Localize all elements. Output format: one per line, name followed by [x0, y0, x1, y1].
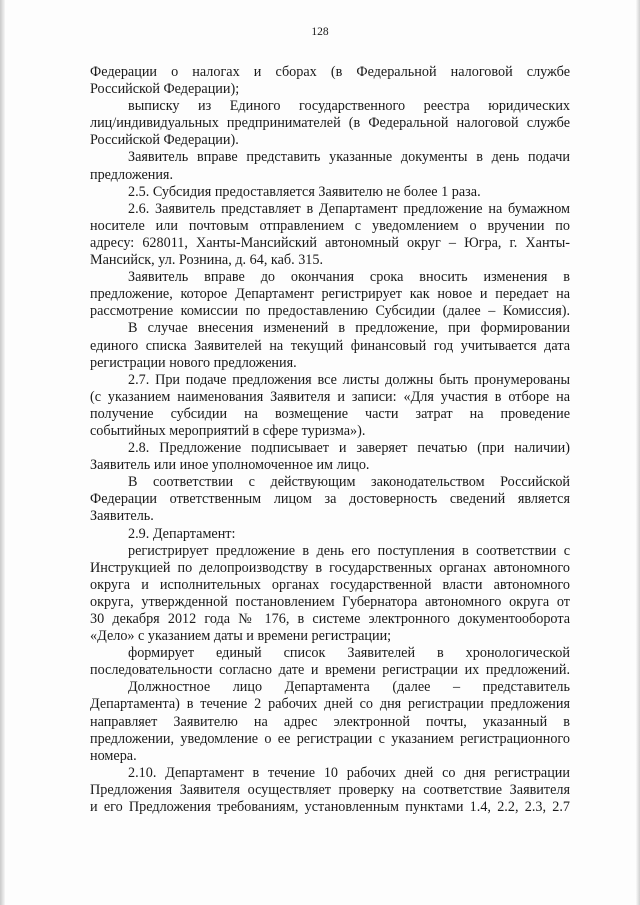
- text-line: Заявитель.: [90, 508, 154, 525]
- text-line: направляет Заявителю на адрес электронной почты, указанный в: [90, 713, 570, 730]
- document-body: [90, 64, 570, 816]
- text-line: (с указанием наименования Заявителя и записи: «Для участия в отборе на: [90, 388, 570, 405]
- text-line: Должностное лицо Департамента (далее – представитель: [128, 679, 570, 696]
- text-line: формирует единый список Заявителей в хронологической: [128, 645, 570, 662]
- text-line: Российской Федерации);: [90, 81, 240, 98]
- text-line: 30 декабря 2012 года № 176, в системе электронного документооборота: [90, 611, 570, 627]
- text-line: 2.8. Предложение подписывает и заверяет печатью (при наличии): [128, 440, 570, 457]
- text-line: носителе или почтовым отправлением с уведомлением о вручении по: [90, 217, 570, 234]
- text-line: 2.5. Субсидия предоставляется Заявителю не более 1 раза.: [128, 183, 481, 200]
- text-line: предложения.: [90, 166, 174, 183]
- text-line: Заявитель или иное уполномоченное им лицо.: [90, 457, 370, 474]
- text-line: Инструкцией по делопроизводству в государственных органах автономного: [90, 559, 570, 576]
- text-line: Мансийск, ул. Рознина, д. 64, каб. 315.: [90, 252, 324, 269]
- text-line: «Дело» с указанием даты и времени регистрации;: [90, 628, 392, 645]
- text-line: В случае внесения изменений в предложение, при формировании: [128, 320, 570, 337]
- text-line: Департамента) в течение 2 рабочих дней со дня регистрации предложения: [90, 696, 570, 713]
- text-line: получение субсидии на возмещение части затрат на проведение: [90, 405, 570, 422]
- scan-edge-left: [0, 0, 5, 905]
- text-line: и его Предложения требованиям, установленным пунктами 1.4, 2.2, 2.3, 2.7: [90, 799, 570, 816]
- text-line: событийных мероприятий в сфере туризма»).: [90, 422, 366, 439]
- text-line: 2.10. Департамент в течение 10 рабочих дней со дня регистрации: [128, 764, 570, 781]
- text-line: 2.6. Заявитель представляет в Департамент предложение на бумажном: [128, 200, 570, 217]
- text-line: округа и исполнительных органах государственной власти автономного: [90, 576, 570, 593]
- text-line: регистрирует предложение в день его поступления в соответствии с: [128, 542, 570, 559]
- scan-edge-right: [636, 0, 640, 905]
- text-line: регистрации нового предложения.: [90, 354, 297, 371]
- text-line: 2.9. Департамент:: [128, 525, 236, 542]
- text-line: Федерации о налогах и сборах (в Федеральной налоговой службе: [90, 64, 570, 80]
- text-line: округа, утвержденной постановлением Губернатора автономного округа от: [90, 593, 570, 610]
- text-line: адресу: 628011, Ханты-Мансийский автономный округ – Югра, г. Ханты-: [90, 234, 570, 251]
- text-line: Заявитель вправе представить указанные документы в день подачи: [128, 149, 570, 166]
- text-line: Предложения Заявителя осуществляет проверку на соответствие Заявителя: [90, 781, 570, 798]
- text-line: единого списка Заявителей на текущий финансовый год учитывается дата: [90, 337, 570, 354]
- text-line: выписку из Единого государственного реестра юридических: [128, 98, 570, 115]
- text-line: Заявитель вправе до окончания срока вносить изменения в: [128, 269, 570, 286]
- text-line: Российской Федерации).: [90, 132, 239, 149]
- text-line: предложении, уведомление о ее регистрации с указанием регистрационного: [90, 730, 570, 747]
- text-line: номера.: [90, 747, 137, 764]
- text-line: предложение, которое Департамент регистрирует как новое и передает на: [90, 286, 570, 303]
- text-line: Федерации ответственным лицом за достоверность сведений является: [90, 491, 570, 508]
- text-line: последовательности согласно дате и времени регистрации их предложений.: [90, 662, 570, 679]
- page-number: 128: [311, 26, 329, 38]
- text-line: 2.7. При подаче предложения все листы должны быть пронумерованы: [128, 371, 570, 388]
- text-line: рассмотрение комиссии по предоставлению Субсидии (далее – Комиссия).: [90, 303, 570, 320]
- text-line: лиц/индивидуальных предпринимателей (в Федеральной налоговой службе: [90, 115, 570, 132]
- text-line: В соответствии с действующим законодательством Российской: [128, 474, 570, 491]
